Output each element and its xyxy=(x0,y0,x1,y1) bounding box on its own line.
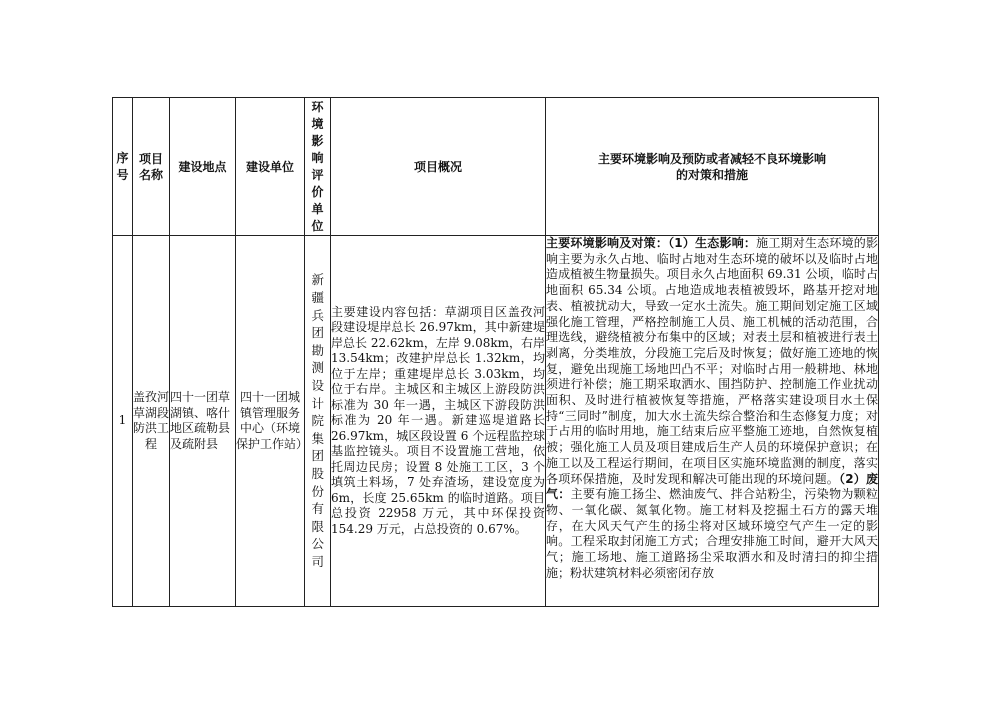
header-unit: 建设单位 xyxy=(236,98,305,236)
header-measures-line2: 的对策和措施 xyxy=(675,167,748,182)
measures-gas-title: （2）废气： xyxy=(546,471,878,502)
table-row xyxy=(113,236,879,607)
header-row xyxy=(113,98,879,236)
header-location: 建设地点 xyxy=(170,98,236,236)
measures-eco-text: 施工期对生态环境的影响主要为永久占地、临时占地对生态环境的破坏以及临时占地造成植被生物量损失。项目永久占地面积 69.31 公顷，临时占地面积 65.34 公顷。占地造成地表植被毁坏，路基开挖对地表、植被扰动大，导致一定水土流失。施工期间划定施工区域强化施工管理，严格控制施工人员、施工机械的活动范围，合理选线，避绕植被分布集中的区域；对表土层和植被进行表土剥离，分类堆放，分段施工完后及时恢复；做好施工迹地的恢复，避免出现施工场地凹凸不平；对临时占用一般耕地、林地须进行补偿；施工期采取洒水、围挡防护、控制施工作业扰动面积、及时进行植被恢复等措施，严格落实建设项目水土保持“三同时”制度，加大水土流失综合整治和生态修复力度；对于占用的临时用地，施工结束后应平整施工迹地，自然恢复植被；强化施工人员及项目建成后生产人员的环境保护意识；在施工以及工程运行期间，在项目区实施环境监测的制度，落实各项环保措施，及时发现和解决可能出现的环境问题。 xyxy=(546,236,878,486)
row-measures xyxy=(546,236,879,607)
row-unit: 四十一团城镇管理服务中心（环境保护工作站） xyxy=(236,236,305,607)
header-name: 项目名称 xyxy=(133,98,170,236)
measures-lead: 主要环境影响及对策： xyxy=(546,236,669,250)
measures-gas-text: 主要有施工扬尘、燃油废气、拌合站粉尘，污染物为颗粒物、一氧化碳、氮氧化物。施工材料及挖掘土石方的露天堆存，在大风天气产生的扬尘将对区域环境空气产生一定的影响。工程采取封闭施工方式；合理安排施工时间，避开大风天气；施工场地、施工道路扬尘采取洒水和及时清扫的抑尘措施；粉状建筑材料必须密闭存放 xyxy=(546,487,878,580)
header-eia-unit: 环境影响评价单位 xyxy=(305,98,331,236)
project-table xyxy=(112,97,879,607)
header-seq: 序号 xyxy=(113,98,133,236)
row-eia-unit: 新疆兵团勘测设计院集团股份有限公司 xyxy=(305,236,331,607)
header-overview: 项目概况 xyxy=(331,98,546,236)
row-location: 四十一团草湖镇、喀什地区疏勒县及疏附县 xyxy=(170,236,236,607)
header-measures xyxy=(546,98,879,236)
row-name: 盖孜河草湖段防洪工程 xyxy=(133,236,170,607)
row-seq: 1 xyxy=(113,236,133,607)
row-overview: 主要建设内容包括：草湖项目区盖孜河段建设堤岸总长 26.97km，其中新建堤岸总长 22.62km，左岸 9.08km，右岸 13.54km；改建护岸总长 1.32km，均位于左岸；重建堤岸总长 3.03km，均位于右岸。主城区和主城区上游段防洪标准为 30 年一遇，主城区下游段防洪标准为 20 年一遇。新建巡堤道路长 26.97km，城区段设置 6 个远程监控球基监控镜头。项目不设置施工营地，依托周边民房；设置 8 处施工工区，3 个填筑土料场，7 处弃渣场，建设宽度为 6m，长度 25.65km 的临时道路。项目总投资 22958 万元，其中环保投资 154.29 万元，占总投资的 0.67%。 xyxy=(331,236,546,607)
header-measures-line1: 主要环境影响及预防或者减轻不良环境影响 xyxy=(597,151,826,166)
measures-eco-title: （1）生态影响： xyxy=(668,236,757,250)
